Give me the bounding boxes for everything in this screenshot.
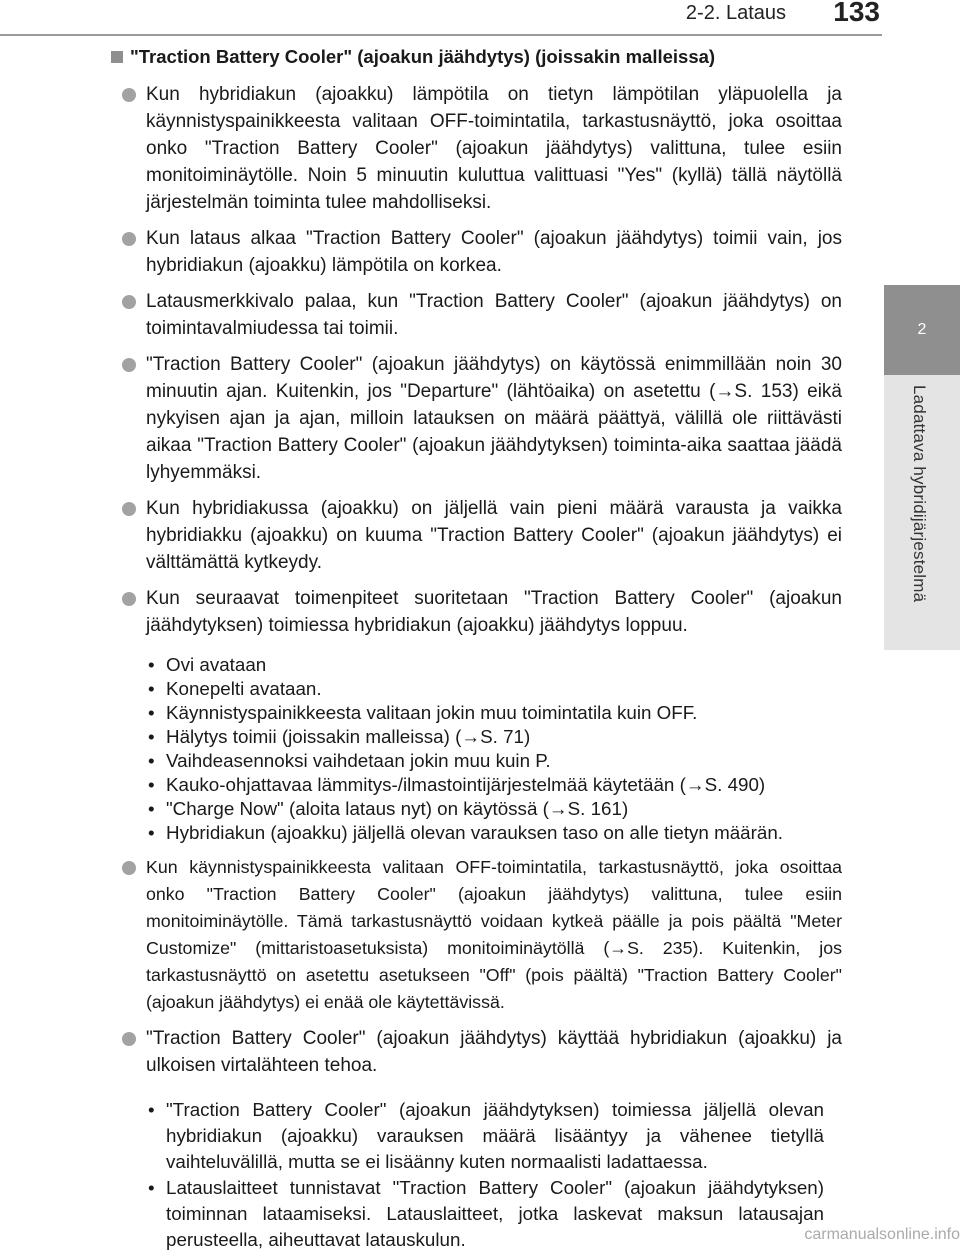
bullet-text: Kun hybridiakussa (ajoakku) on jäljellä vain pieni määrä varausta ja vaikka hybridiakku (ajoakku) on kuuma "Traction Battery Cooler" (ajoakun jäähdytys) ei välttämättä kytkeydy. xyxy=(146,498,842,573)
bullet-item xyxy=(116,854,842,1016)
circle-bullet-icon xyxy=(122,88,136,102)
bullet-item xyxy=(116,225,842,279)
bullet-item xyxy=(116,351,842,486)
bullet-item xyxy=(116,495,842,576)
list-item: • Hälytys toimii (joissakin malleissa) (→S. 71) xyxy=(146,725,842,749)
bullet-text: "Traction Battery Cooler" (ajoakun jäähdytys) käyttää hybridiakun (ajoakku) ja ulkoisen virtalähteen tehoa. xyxy=(146,1028,842,1076)
bullet-item xyxy=(116,1025,842,1079)
page-number: 133 xyxy=(833,0,880,27)
circle-bullet-icon xyxy=(122,232,136,246)
circle-bullet-icon xyxy=(122,592,136,606)
bullet-item xyxy=(116,585,842,639)
watermark: carmanualsonline.info xyxy=(804,1226,960,1243)
list-item: • "Charge Now" (aloita lataus nyt) on käytössä (→S. 161) xyxy=(146,797,842,821)
list-item: • Vaihdeasennoksi vaihdetaan jokin muu kuin P. xyxy=(146,749,842,773)
list-item: • Konepelti avataan. xyxy=(146,677,842,701)
section-title: 2-2. Lataus xyxy=(685,2,786,24)
chapter-title: Ladattava hybridijärjestelmä xyxy=(910,385,929,603)
page-content xyxy=(116,36,842,1253)
bullet-text: Kun käynnistyspainikkeesta valitaan OFF-toimintatila, tarkastusnäyttö, joka osoittaa onko "Traction Battery Cooler" (ajoakun jäähdytys) valittuna, tulee esiin monitoiminäytölle. Tämä tarkastusnäyttö voidaan kytkeä päälle ja pois päältä "Meter Customize" (mittaristoasetuksista) monitoiminäytöllä (→S. 235). Kuitenkin, jos tarkastusnäyttö on asetettu asetukseen "Off" (pois päältä) "Traction Battery Cooler" (ajoakun jäähdytys) ei enää ole käytettävissä. xyxy=(146,857,842,1012)
circle-bullet-icon xyxy=(122,358,136,372)
square-bullet-icon xyxy=(111,51,123,63)
list-item: • Kauko-ohjattavaa lämmitys-/ilmastointijärjestelmää käytetään (→S. 490) xyxy=(146,773,842,797)
power-notes-list xyxy=(146,1097,842,1253)
section-heading-text: "Traction Battery Cooler" (ajoakun jäähdytys) (joissakin malleissa) xyxy=(130,46,716,67)
bullet-text: Kun seuraavat toimenpiteet suoritetaan "Traction Battery Cooler" (ajoakun jäähdytyksen) toimiessa hybridiakun (ajoakku) jäähdytys loppuu. xyxy=(146,588,842,636)
chapter-number-tab[interactable] xyxy=(884,285,960,375)
circle-bullet-icon xyxy=(122,861,136,875)
list-item: • Ovi avataan xyxy=(146,653,842,677)
list-item: • Käynnistyspainikkeesta valitaan jokin muu toimintatila kuin OFF. xyxy=(146,701,842,725)
list-item: • "Traction Battery Cooler" (ajoakun jäähdytyksen) toimiessa jäljellä olevan hybridiakun (ajoakku) varauksen määrä lisääntyy ja vähenee tietyllä vaihteluvälillä, mutta se ei lisäänny kuten normaalisti ladattaessa. xyxy=(146,1097,842,1175)
circle-bullet-icon xyxy=(122,295,136,309)
section-heading xyxy=(116,42,842,72)
stop-conditions-list xyxy=(146,653,842,845)
bullet-text: Kun lataus alkaa "Traction Battery Cooler" (ajoakun jäähdytys) toimii vain, jos hybridiakun (ajoakku) lämpötila on korkea. xyxy=(146,228,842,276)
bullet-text: "Traction Battery Cooler" (ajoakun jäähdytys) on käytössä enimmillään noin 30 minuutin ajan. Kuitenkin, jos "Departure" (lähtöaika) on asetettu (→S. 153) eikä nykyisen ajan ja ajan, milloin latauksen on määrä päättyä, välillä ole riittävästi aikaa "Traction Battery Cooler" (ajoakun jäähdytyksen) toiminta-aika saattaa jäädä lyhyemmäksi. xyxy=(146,354,842,483)
bullet-item xyxy=(116,81,842,216)
bullet-text: Kun hybridiakun (ajoakku) lämpötila on tietyn lämpötilan yläpuolella ja käynnistyspainikkeesta valitaan OFF-toimintatila, tarkastusnäyttö, joka osoittaa onko "Traction Battery Cooler" (ajoakun jäähdytys) valittuna, tulee esiin monitoiminäytölle. Noin 5 minuutin kuluttua valittuasi "Yes" (kyllä) tällä näytöllä järjestelmän toiminta tulee mahdolliseksi. xyxy=(146,84,842,213)
list-item: • Latauslaitteet tunnistavat "Traction Battery Cooler" (ajoakun jäähdytyksen) toiminnan lataamiseksi. Latauslaitteet, jotka laskevat maksun latausajan perusteella, aiheuttavat latauskulun. xyxy=(146,1175,842,1253)
circle-bullet-icon xyxy=(122,502,136,516)
circle-bullet-icon xyxy=(122,1032,136,1046)
list-item: • Hybridiakun (ajoakku) jäljellä olevan varauksen taso on alle tietyn määrän. xyxy=(146,821,842,845)
bullet-item xyxy=(116,288,842,342)
bullet-text: Latausmerkkivalo palaa, kun "Traction Battery Cooler" (ajoakun jäähdytys) on toimintavalmiudessa tai toimii. xyxy=(146,291,842,339)
chapter-number: 2 xyxy=(917,321,927,338)
